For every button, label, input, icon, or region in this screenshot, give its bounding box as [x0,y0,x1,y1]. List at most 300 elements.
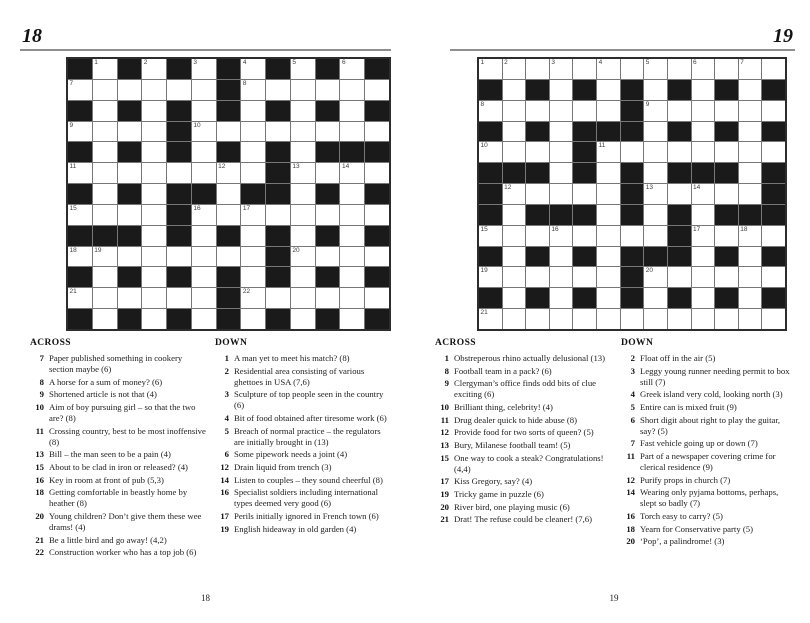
black-cell [316,59,340,79]
letter-cell [503,59,526,79]
letter-cell [597,267,620,287]
letter-cell [762,267,785,287]
crossword-grid [477,57,787,331]
black-cell [241,184,265,204]
clue-text: Shortened article is not that (4) [49,389,157,400]
clue-number: 5 [630,401,635,412]
letter-cell [573,184,596,204]
clue-number: 22 [35,547,44,558]
clue-number: 8 [39,376,44,387]
clue-text: Key in room at front of pub (5,3) [49,474,164,485]
clue-number: 9 [39,389,44,400]
black-cell [762,122,785,142]
letter-cell [550,184,573,204]
letter-cell [597,101,620,121]
letter-cell [340,205,364,225]
letter-cell [573,267,596,287]
clue-number: 11 [440,414,449,425]
letter-cell [217,122,241,142]
black-cell [644,247,667,267]
black-cell [573,288,596,308]
black-cell [365,59,389,79]
letter-cell [692,309,715,329]
letter-cell [739,288,762,308]
clue-number: 4 [224,413,229,424]
letter-cell [340,59,364,79]
clue-number: 20 [35,510,44,521]
letter-cell [291,163,315,183]
black-cell [316,142,340,162]
black-cell [316,101,340,121]
black-cell [762,288,785,308]
letter-cell [762,309,785,329]
clue-number: 20 [626,536,635,547]
clue-text: Listen to couples – they sound cheerful (8) [234,474,383,485]
clue-number: 21 [440,514,449,525]
letter-cell [762,59,785,79]
clue-number: 17 [440,476,449,487]
letter-cell [365,288,389,308]
letter-cell [340,163,364,183]
cell-number: 1 [480,59,485,66]
clue-item [30,511,207,533]
clue-item [215,353,392,364]
clue-text: River bird, one playing music (6) [454,501,570,512]
letter-cell [597,59,620,79]
clue-item [215,524,392,535]
black-cell [715,163,738,183]
clue-item [621,511,796,522]
letter-cell [692,122,715,142]
black-cell [365,184,389,204]
letter-cell [526,267,549,287]
letter-cell [762,226,785,246]
letter-cell [241,226,265,246]
clue-number: 1 [444,353,449,363]
cell-number: 21 [480,309,488,317]
clue-text: Getting comfortable in beastly home by heather (8) [49,487,188,509]
letter-cell [739,267,762,287]
black-cell [217,80,241,100]
letter-cell [241,247,265,267]
cell-number: 12 [218,163,226,171]
black-cell [526,163,549,183]
across-clues-section [435,338,615,527]
clue-text: Breach of normal practice – the regulators are initially brought in (13) [234,425,381,447]
clue-number: 13 [440,439,449,450]
clue-text: Some pipework needs a joint (4) [234,449,348,460]
clue-number: 13 [35,449,44,460]
black-cell [365,226,389,246]
letter-cell [526,184,549,204]
black-cell [167,226,191,246]
letter-cell [503,80,526,100]
letter-cell [668,184,691,204]
clue-text: Torch easy to carry? (5) [640,510,723,521]
clue-item [30,426,207,448]
letter-cell [365,247,389,267]
clue-text: Construction worker who has a top job (6) [49,547,197,558]
letter-cell [762,101,785,121]
letter-cell [503,205,526,225]
letter-cell [644,226,667,246]
letter-cell [192,80,216,100]
clue-number: 2 [224,365,229,376]
letter-cell [621,59,644,79]
letter-cell [550,101,573,121]
letter-cell [503,101,526,121]
clue-number: 10 [440,401,449,412]
letter-cell [142,142,166,162]
clue-text: Perils initially ignored in French town (6) [234,510,379,521]
clue-item [621,402,796,413]
letter-cell [241,163,265,183]
black-cell [316,309,340,329]
clue-item [621,536,796,547]
clue-item [621,451,796,473]
letter-cell [644,59,667,79]
letter-cell [142,80,166,100]
clue-text: Part of a newspaper covering crime for clerical residence (9) [640,450,776,472]
letter-cell [241,142,265,162]
letter-cell [573,309,596,329]
letter-cell [291,80,315,100]
clue-text: Crossing country, best to be most inoffensive (8) [49,425,206,447]
letter-cell [597,247,620,267]
letter-cell [192,122,216,142]
clue-text: Aim of boy pursuing girl – so that the two are? (8) [49,401,196,424]
letter-cell [316,122,340,142]
letter-cell [241,80,265,100]
clue-text: Fast vehicle going up or down (7) [640,438,758,449]
letter-cell [692,205,715,225]
letter-cell [167,80,191,100]
black-cell [479,80,502,100]
letter-cell [192,101,216,121]
letter-cell [192,163,216,183]
clue-number: 12 [626,474,635,485]
letter-cell [142,288,166,308]
black-cell [668,226,691,246]
clue-text: Football team in a pack? (6) [454,365,552,376]
clue-text: Obstreperous rhino actually delusional (13) [454,353,606,363]
letter-cell [526,59,549,79]
letter-cell [365,163,389,183]
black-cell [573,142,596,162]
clue-text: Bill – the man seen to be a pain (4) [49,449,171,460]
clue-item [621,366,796,388]
letter-cell [668,142,691,162]
black-cell [573,247,596,267]
letter-cell [644,288,667,308]
page-19 [433,20,795,610]
down-clue-list [215,353,392,535]
page-number: 19 [773,25,793,47]
letter-cell [93,142,117,162]
letter-cell [316,163,340,183]
letter-cell [142,267,166,287]
page-header [20,24,391,51]
clue-number: 16 [220,487,229,498]
clue-item [435,415,615,426]
black-cell [621,247,644,267]
clue-number: 3 [224,389,229,400]
letter-cell [644,163,667,183]
black-cell [217,59,241,79]
cell-number: 4 [242,59,247,66]
black-cell [526,288,549,308]
cell-number: 15 [69,204,77,212]
clue-number: 15 [440,452,449,463]
clue-text: Drain liquid from trench (3) [234,461,332,472]
clue-number: 12 [440,427,449,438]
letter-cell [621,309,644,329]
black-cell [217,267,241,287]
black-cell [503,163,526,183]
black-cell [621,80,644,100]
black-cell [715,122,738,142]
black-cell [597,122,620,142]
clue-text: Drat! The refuse could be cleaner! (7,6) [454,514,593,525]
letter-cell [93,184,117,204]
letter-cell [715,267,738,287]
letter-cell [291,142,315,162]
page-18 [20,20,391,610]
black-cell [118,101,142,121]
clue-text: ‘Pop’, a palindrome! (3) [640,536,725,547]
clue-number: 2 [630,353,635,363]
black-cell [479,122,502,142]
letter-cell [291,309,315,329]
letter-cell [597,288,620,308]
black-cell [365,101,389,121]
letter-cell [739,80,762,100]
letter-cell [597,184,620,204]
letter-cell [739,226,762,246]
down-heading: DOWN [621,338,654,348]
cell-number: 17 [693,225,701,233]
letter-cell [340,101,364,121]
clue-item [435,366,615,377]
black-cell [715,247,738,267]
clue-item [621,415,796,437]
cell-number: 5 [645,59,650,66]
letter-cell [291,205,315,225]
clue-number: 7 [39,353,44,363]
black-cell [479,288,502,308]
black-cell [167,184,191,204]
black-cell [167,205,191,225]
letter-cell [597,205,620,225]
cell-number: 12 [504,184,512,192]
letter-cell [241,309,265,329]
letter-cell [692,288,715,308]
black-cell [68,267,92,287]
letter-cell [762,142,785,162]
black-cell [526,80,549,100]
black-cell [68,184,92,204]
black-cell [266,101,290,121]
black-cell [118,309,142,329]
black-cell [479,205,502,225]
letter-cell [479,142,502,162]
letter-cell [479,59,502,79]
black-cell [266,267,290,287]
letter-cell [503,226,526,246]
letter-cell [739,247,762,267]
letter-cell [291,226,315,246]
clue-number: 9 [444,378,449,389]
letter-cell [644,267,667,287]
clue-number: 14 [220,474,229,485]
cell-number: 7 [740,59,744,66]
letter-cell [340,122,364,142]
letter-cell [503,288,526,308]
black-cell [526,205,549,225]
black-cell [692,163,715,183]
black-cell [340,142,364,162]
clue-number: 6 [224,449,229,460]
black-cell [266,163,290,183]
letter-cell [597,309,620,329]
clue-number: 11 [35,425,44,436]
clue-item [215,413,392,424]
letter-cell [739,59,762,79]
letter-cell [167,163,191,183]
clue-text: Purify props in church (7) [640,474,731,485]
letter-cell [526,142,549,162]
clue-number: 18 [35,487,44,498]
down-clues-section [621,338,796,549]
black-cell [365,142,389,162]
letter-cell [644,309,667,329]
letter-cell [142,309,166,329]
black-cell [118,226,142,246]
clue-item [215,462,392,473]
black-cell [167,142,191,162]
clue-number: 7 [630,438,635,449]
clue-item [435,502,615,513]
clue-text: Specialist soldiers including international types deemed very good (6) [234,487,379,509]
letter-cell [692,59,715,79]
letter-cell [550,163,573,183]
clue-item [435,453,615,475]
cell-number: 20 [645,267,654,275]
black-cell [668,288,691,308]
letter-cell [503,309,526,329]
clue-item [215,366,392,388]
clue-item [435,440,615,451]
clue-item [435,378,615,400]
clue-text: Float off in the air (5) [640,353,716,363]
letter-cell [142,184,166,204]
page-header [450,24,795,51]
letter-cell [93,309,117,329]
letter-cell [93,59,117,79]
letter-cell [644,101,667,121]
letter-cell [118,247,142,267]
black-cell [739,205,762,225]
letter-cell [715,184,738,204]
black-cell [68,226,92,246]
letter-cell [93,247,117,267]
letter-cell [550,267,573,287]
letter-cell [142,247,166,267]
clue-item [30,535,207,546]
black-cell [668,247,691,267]
cell-number: 13 [645,184,654,192]
letter-cell [479,267,502,287]
letter-cell [68,288,92,308]
letter-cell [192,142,216,162]
crossword-grid [66,57,391,331]
letter-cell [550,80,573,100]
letter-cell [316,80,340,100]
cell-number: 10 [480,142,488,150]
across-heading: ACROSS [30,338,71,348]
across-clue-list [435,353,615,525]
cell-number: 6 [341,59,346,66]
letter-cell [142,226,166,246]
black-cell [715,80,738,100]
clue-item [621,389,796,400]
clue-item [30,389,207,400]
black-cell [479,247,502,267]
black-cell [479,163,502,183]
clue-text: Be a little bird and go away! (4,2) [49,534,167,545]
clue-item [621,524,796,535]
letter-cell [291,288,315,308]
black-cell [762,163,785,183]
letter-cell [503,184,526,204]
cell-number: 16 [193,204,201,212]
clue-item [435,402,615,413]
letter-cell [479,226,502,246]
letter-cell [217,184,241,204]
black-cell [192,184,216,204]
cell-number: 3 [193,59,197,66]
clue-text: Yearn for Conservative party (5) [640,523,753,534]
black-cell [266,184,290,204]
black-cell [68,142,92,162]
black-cell [118,267,142,287]
letter-cell [217,205,241,225]
black-cell [526,122,549,142]
clue-item [435,427,615,438]
clue-text: Kiss Gregory, say? (4) [454,476,533,487]
black-cell [167,101,191,121]
black-cell [167,59,191,79]
cell-number: 14 [693,184,701,192]
letter-cell [365,205,389,225]
letter-cell [192,226,216,246]
letter-cell [93,80,117,100]
letter-cell [316,247,340,267]
black-cell [266,247,290,267]
letter-cell [93,163,117,183]
letter-cell [550,122,573,142]
letter-cell [142,122,166,142]
black-cell [621,101,644,121]
cell-number: 8 [242,79,247,87]
cell-number: 2 [143,59,148,66]
clue-text: A man yet to meet his match? (8) [234,353,350,363]
letter-cell [291,267,315,287]
letter-cell [668,59,691,79]
letter-cell [241,101,265,121]
letter-cell [340,247,364,267]
cell-number: 1 [94,59,98,66]
